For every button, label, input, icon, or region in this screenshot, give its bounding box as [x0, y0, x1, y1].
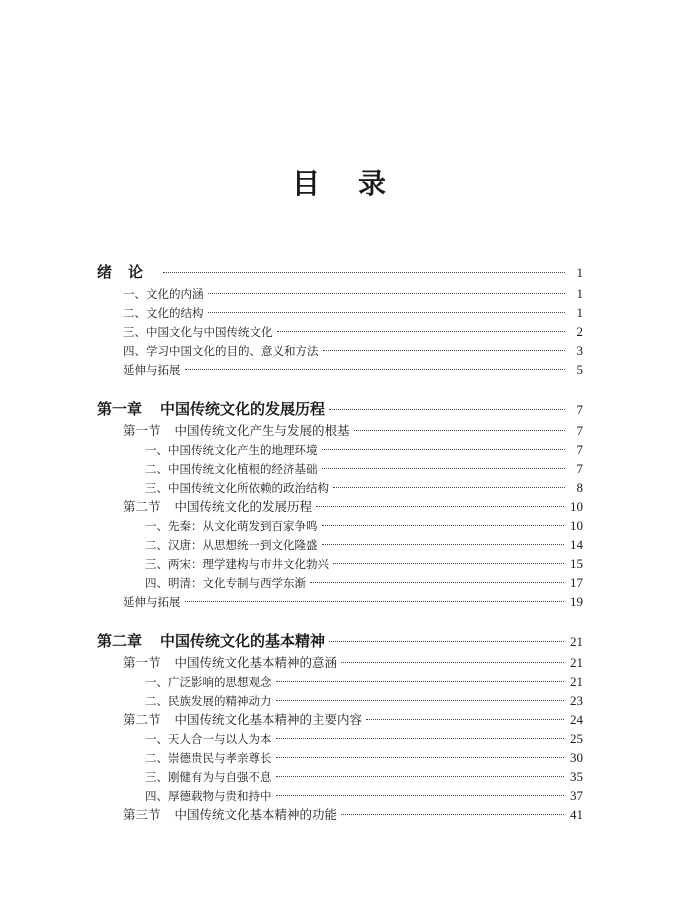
dot-leader — [322, 525, 565, 526]
dot-leader — [310, 582, 564, 583]
entry-label — [145, 673, 272, 692]
entry-label — [123, 421, 350, 440]
entry-label — [145, 749, 272, 768]
entry-label — [123, 593, 181, 612]
entry-label — [123, 342, 319, 361]
toc-subsection-entry[interactable] — [97, 303, 583, 322]
entry-title: 一、中国传统文化产生的地理环境 — [145, 443, 318, 457]
toc-subsection-entry[interactable] — [97, 341, 583, 360]
dot-leader — [341, 814, 564, 815]
section-number: 第二节 — [123, 499, 161, 514]
dot-leader — [276, 776, 565, 777]
dot-leader — [329, 409, 565, 410]
entry-title: 延伸与拓展 — [123, 595, 181, 609]
toc-subsection-entry[interactable] — [97, 729, 583, 748]
toc-subsection-entry[interactable] — [97, 516, 583, 535]
toc-subsection-entry[interactable] — [97, 440, 583, 459]
toc-subsection-entry[interactable] — [97, 672, 583, 691]
entry-title: 三、中国传统文化所依赖的政治结构 — [145, 481, 329, 495]
page-number: 8 — [576, 480, 583, 495]
entry-title: 中国传统文化产生与发展的根基 — [174, 423, 350, 438]
page-title: 目录 — [291, 167, 424, 200]
entry-label — [145, 768, 272, 787]
dot-leader — [185, 369, 566, 370]
entry-label — [145, 441, 318, 460]
entry-label — [123, 497, 312, 516]
entry-label — [145, 574, 306, 593]
entry-label — [145, 787, 272, 806]
entry-label — [123, 361, 181, 380]
toc-chapter-entry[interactable] — [97, 631, 583, 652]
toc-subsection-entry[interactable] — [97, 554, 583, 573]
entry-title: 三、刚健有为与自强不息 — [145, 770, 272, 784]
page-number: 17 — [570, 575, 583, 590]
page-number: 19 — [570, 594, 583, 609]
entry-title: 四、厚德载物与贵和持中 — [145, 789, 272, 803]
toc-chapter-group — [97, 262, 583, 379]
page-number: 7 — [576, 442, 583, 457]
dot-leader — [208, 293, 566, 294]
toc-section-entry[interactable] — [97, 653, 583, 672]
entry-title: 四、学习中国文化的目的、意义和方法 — [123, 344, 319, 358]
entry-title: 延伸与拓展 — [123, 363, 181, 377]
entry-label — [145, 730, 272, 749]
dot-leader — [322, 544, 565, 545]
toc-subsection-entry[interactable] — [97, 459, 583, 478]
page-number: 1 — [576, 305, 583, 320]
toc-section-entry[interactable] — [97, 710, 583, 729]
page-number: 10 — [570, 518, 583, 533]
page-number: 30 — [570, 750, 583, 765]
toc-chapter-group — [97, 399, 583, 611]
table-of-contents — [97, 262, 583, 844]
page-number: 25 — [570, 731, 583, 746]
entry-title: 中国传统文化基本精神的功能 — [174, 807, 338, 822]
chapter-title: 绪论 — [97, 263, 160, 281]
dot-leader — [366, 719, 564, 720]
page-number: 15 — [570, 556, 583, 571]
toc-subsection-entry[interactable] — [97, 691, 583, 710]
entry-title: 二、崇德贵民与孝亲尊长 — [145, 751, 272, 765]
page-number: 41 — [570, 807, 583, 822]
page-number: 21 — [570, 655, 583, 670]
chapter-label — [97, 631, 325, 652]
page-number: 24 — [570, 712, 583, 727]
entry-title: 三、中国文化与中国传统文化 — [123, 325, 273, 339]
dot-leader — [354, 430, 565, 431]
toc-subsection-entry[interactable] — [97, 748, 583, 767]
dot-leader — [322, 449, 566, 450]
entry-title: 一、天人合一与以人为本 — [145, 732, 272, 746]
entry-label — [145, 536, 318, 555]
entry-label — [123, 304, 204, 323]
dot-leader — [185, 601, 565, 602]
page-number: 37 — [570, 788, 583, 803]
toc-subsection-entry[interactable] — [97, 786, 583, 805]
dot-leader — [333, 487, 565, 488]
entry-title: 中国传统文化的发展历程 — [174, 499, 313, 514]
page-number: 1 — [576, 265, 583, 280]
dot-leader — [341, 662, 564, 663]
chapter-number: 第一章 — [97, 400, 143, 418]
entry-title: 一、广泛影响的思想观念 — [145, 675, 272, 689]
toc-subsection-entry[interactable] — [97, 360, 583, 379]
section-number: 第一节 — [123, 423, 161, 438]
page-number: 7 — [576, 423, 583, 438]
dot-leader — [208, 312, 566, 313]
entry-title: 二、汉唐：从思想统一到文化隆盛 — [145, 538, 318, 552]
toc-subsection-entry[interactable] — [97, 478, 583, 497]
entry-label — [145, 517, 318, 536]
dot-leader — [276, 757, 565, 758]
dot-leader — [322, 468, 566, 469]
toc-subsection-entry[interactable] — [97, 535, 583, 554]
dot-leader — [329, 641, 564, 642]
dot-leader — [323, 350, 566, 351]
dot-leader — [276, 738, 565, 739]
entry-label — [145, 479, 329, 498]
entry-label — [145, 692, 272, 711]
dot-leader — [276, 681, 565, 682]
dot-leader — [276, 795, 565, 796]
entry-title: 二、中国传统文化植根的经济基础 — [145, 462, 318, 476]
entry-title: 二、文化的结构 — [123, 306, 204, 320]
entry-label — [123, 710, 362, 729]
toc-subsection-entry[interactable] — [97, 767, 583, 786]
toc-section-entry[interactable] — [97, 497, 583, 516]
entry-title: 四、明清：文化专制与西学东渐 — [145, 576, 306, 590]
dot-leader — [316, 506, 564, 507]
entry-label — [123, 653, 337, 672]
page-number: 35 — [570, 769, 583, 784]
page-number: 5 — [576, 362, 583, 377]
page-number: 1 — [576, 286, 583, 301]
dot-leader — [163, 272, 565, 273]
entry-title: 一、先秦：从文化萌发到百家争鸣 — [145, 519, 318, 533]
chapter-title: 中国传统文化的发展历程 — [160, 400, 326, 418]
entry-title: 一、文化的内涵 — [123, 287, 204, 301]
entry-label — [123, 805, 337, 824]
entry-title: 中国传统文化基本精神的主要内容 — [174, 712, 363, 727]
toc-chapter-entry[interactable] — [97, 262, 583, 283]
section-number: 第二节 — [123, 712, 161, 727]
page-number: 7 — [576, 402, 583, 417]
chapter-number: 第二章 — [97, 632, 143, 650]
entry-title: 三、两宋：理学建构与市井文化勃兴 — [145, 557, 329, 571]
chapter-title: 中国传统文化的基本精神 — [160, 632, 326, 650]
page-number: 21 — [570, 674, 583, 689]
toc-section-entry[interactable] — [97, 421, 583, 440]
page-number: 23 — [570, 693, 583, 708]
page-number: 7 — [576, 461, 583, 476]
dot-leader — [277, 331, 566, 332]
entry-label — [123, 323, 273, 342]
toc-subsection-entry[interactable] — [97, 284, 583, 303]
chapter-label — [97, 399, 325, 420]
page-number: 3 — [576, 343, 583, 358]
section-number: 第一节 — [123, 655, 161, 670]
entry-label — [145, 555, 329, 574]
page-number: 2 — [576, 324, 583, 339]
section-number: 第三节 — [123, 807, 161, 822]
entry-title: 中国传统文化基本精神的意涵 — [174, 655, 338, 670]
chapter-label — [97, 262, 159, 283]
toc-chapter-entry[interactable] — [97, 399, 583, 420]
page-number: 10 — [570, 499, 583, 514]
toc-subsection-entry[interactable] — [97, 573, 583, 592]
toc-subsection-entry[interactable] — [97, 592, 583, 611]
toc-chapter-group — [97, 631, 583, 824]
dot-leader — [276, 700, 565, 701]
entry-label — [145, 460, 318, 479]
page-number: 21 — [570, 634, 583, 649]
dot-leader — [333, 563, 564, 564]
entry-label — [123, 285, 204, 304]
entry-title: 二、民族发展的精神动力 — [145, 694, 272, 708]
toc-section-entry[interactable] — [97, 805, 583, 824]
page-number: 14 — [570, 537, 583, 552]
toc-subsection-entry[interactable] — [97, 322, 583, 341]
